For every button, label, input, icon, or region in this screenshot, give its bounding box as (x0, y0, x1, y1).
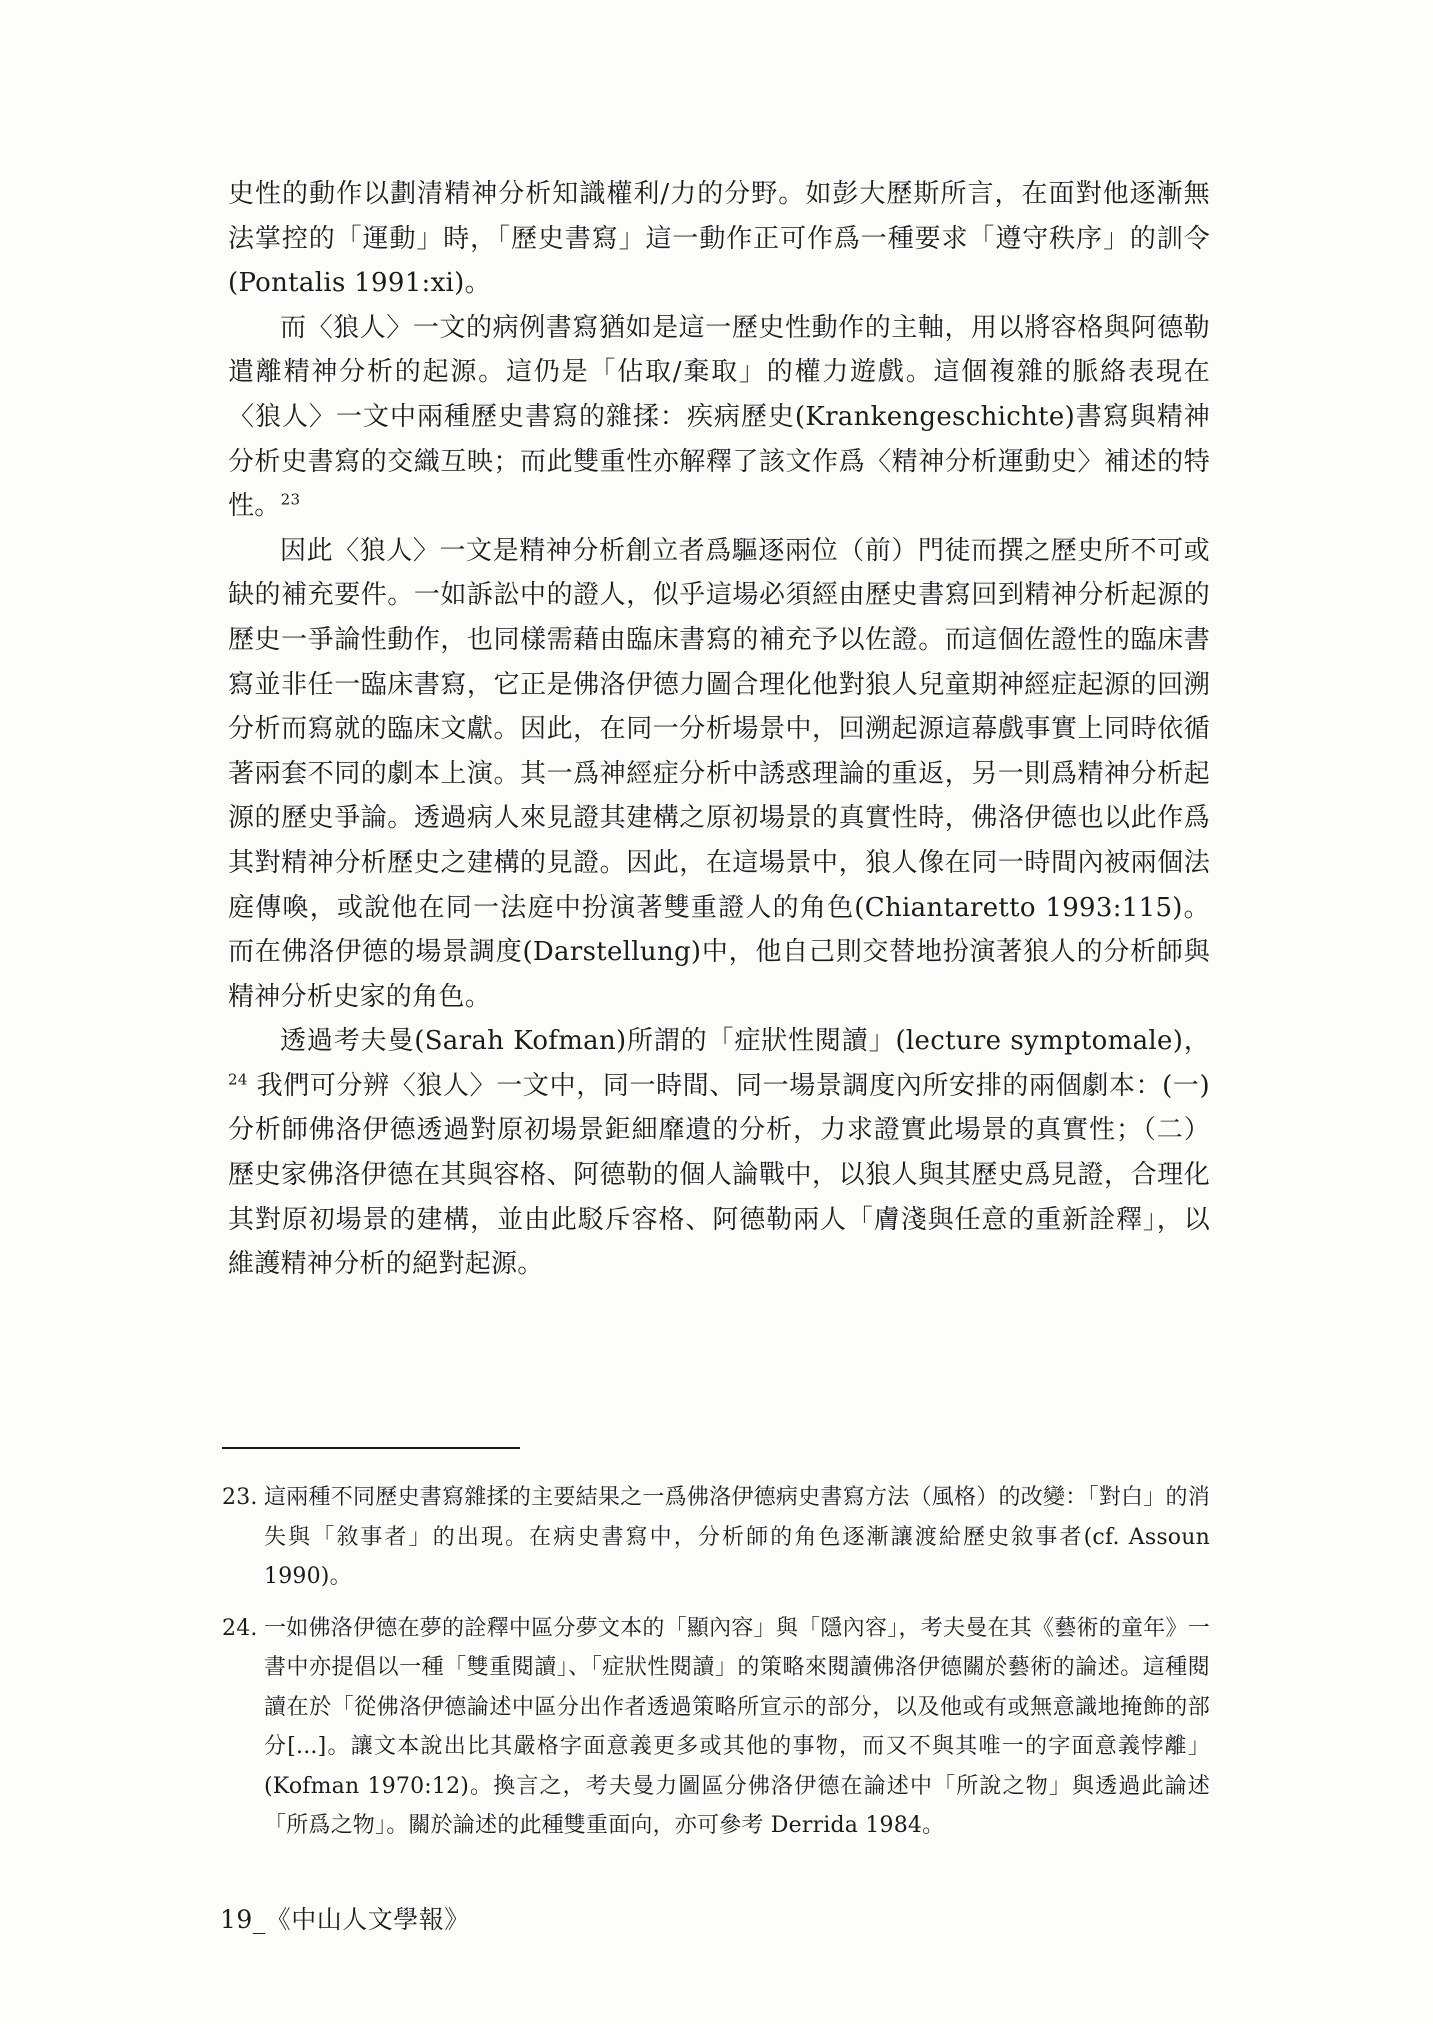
footnote-24 (222, 1609, 1210, 1846)
footnote-number: 24. (222, 1615, 258, 1641)
footnote-ref-24: 24 (228, 1070, 248, 1089)
paragraph-3 (228, 529, 1210, 1020)
paragraph-4-text-b: 我們可分辨〈狼人〉一文中，同一時間、同一場景調度內所安排的兩個劇本：(一)分析師佛洛伊德透過對原初場景鉅細靡遺的分析，力求證實此場景的真實性；（二）歷史家佛洛伊德在其與容格、阿德勒的個人論戰中，以狼人與其歷史爲見證，合理化其對原初場景的建構，並由此駁斥容格、阿德勒兩人「膚淺與任意的重新詮釋」，以維護精神分析的絕對起源。 (228, 1070, 1210, 1280)
paragraph-2 (228, 306, 1210, 529)
paragraph-1-text: 史性的動作以劃清精神分析知識權利/力的分野。如彭大歷斯所言，在面對他逐漸無法掌控的「運動」時，「歷史書寫」這一動作正可作爲一種要求「遵守秩序」的訓令(Pontalis 1991:xi)。 (228, 179, 1210, 299)
main-text (228, 172, 1210, 1287)
footnote-text: 這兩種不同歷史書寫雜揉的主要結果之一爲佛洛伊德病史書寫方法（風格）的改變：「對白」的消失與「敘事者」的出現。在病史書寫中，分析師的角色逐漸讓渡給歷史敘事者(cf. Assoun 1990)。 (264, 1485, 1210, 1589)
footnote-ref-23: 23 (280, 490, 301, 509)
footnote-number: 23. (222, 1485, 258, 1510)
footnote-text: 一如佛洛伊德在夢的詮釋中區分夢文本的「顯內容」與「隱內容」，考夫曼在其《藝術的童年》一書中亦提倡以一種「雙重閱讀」、「症狀性閱讀」的策略來閱讀佛洛伊德關於藝術的論述。這種閱讀在於「從佛洛伊德論述中區分出作者透過策略所宣示的部分，以及他或有或無意識地掩飾的部分[...]。讓文本說出比其嚴格字面意義更多或其他的事物，而又不與其唯一的字面意義悖離」(Kofman 1970:12)。換言之，考夫曼力圖區分佛洛伊德在論述中「所說之物」與透過此論述「所爲之物」。關於論述的此種雙重面向，亦可參考 Derrida 1984。 (264, 1615, 1210, 1838)
footnote-divider (222, 1447, 520, 1449)
footnotes (222, 1478, 1210, 1858)
footnote-23 (222, 1478, 1210, 1597)
paragraph-4 (228, 1019, 1210, 1287)
page-folio: 19_《中山人文學報》 (220, 1905, 470, 1934)
paragraph-1 (228, 172, 1210, 306)
paragraph-2-text: 而〈狼人〉一文的病例書寫猶如是這一歷史性動作的主軸，用以將容格與阿德勒遣離精神分析的起源。這仍是「佔取/棄取」的權力遊戲。這個複雜的脈絡表現在〈狼人〉一文中兩種歷史書寫的雜揉：疾病歷史(Krankengeschichte)書寫與精神分析史書寫的交織互映；而此雙重性亦解釋了該文作爲〈精神分析運動史〉補述的特性。 (228, 312, 1210, 522)
paragraph-3-text: 因此〈狼人〉一文是精神分析創立者爲驅逐兩位（前）門徒而撰之歷史所不可或缺的補充要件。一如訴訟中的證人，似乎這場必須經由歷史書寫回到精神分析起源的歷史一爭論性動作，也同樣需藉由臨床書寫的補充予以佐證。而這個佐證性的臨床書寫並非任一臨床書寫，它正是佛洛伊德力圖合理化他對狼人兒童期神經症起源的回溯分析而寫就的臨床文獻。因此，在同一分析場景中，回溯起源這幕戲事實上同時依循著兩套不同的劇本上演。其一爲神經症分析中誘惑理論的重返，另一則爲精神分析起源的歷史爭論。透過病人來見證其建構之原初場景的真實性時，佛洛伊德也以此作爲其對精神分析歷史之建構的見證。因此，在這場景中，狼人像在同一時間內被兩個法庭傳喚，或說他在同一法庭中扮演著雙重證人的角色(Chiantaretto 1993:115)。而在佛洛伊德的場景調度(Darstellung)中，他自己則交替地扮演著狼人的分析師與精神分析史家的角色。 (228, 535, 1210, 1012)
paragraph-4-text-a: 透過考夫曼(Sarah Kofman)所謂的「症狀性閱讀」(lecture symptomale)， (280, 1026, 1210, 1057)
